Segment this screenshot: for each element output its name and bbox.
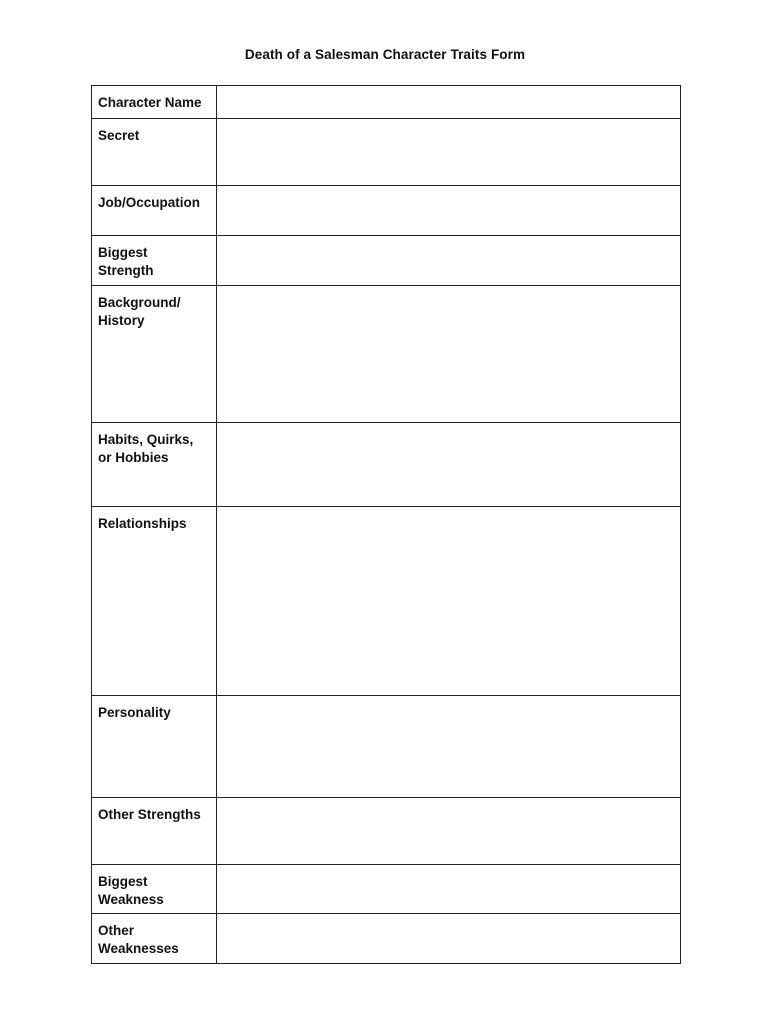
- row-label-text: Relationships: [98, 516, 187, 531]
- row-label-other-weaknesses: [92, 914, 217, 964]
- row-label-background-history: [92, 286, 217, 423]
- row-label-text: Job/Occupation: [98, 195, 201, 210]
- habits-quirks-hobbies-field[interactable]: [217, 423, 681, 507]
- job-occupation-field[interactable]: [217, 186, 681, 236]
- table-row: [92, 423, 681, 507]
- table-row: [92, 236, 681, 286]
- row-label-text: Biggest Weakness: [98, 874, 164, 907]
- biggest-weakness-field[interactable]: [217, 865, 681, 914]
- row-label-text: Biggest Strength: [98, 245, 154, 278]
- secret-field[interactable]: [217, 119, 681, 186]
- background-history-field[interactable]: [217, 286, 681, 423]
- character-traits-table: [91, 85, 681, 964]
- table-row: [92, 119, 681, 186]
- other-weaknesses-field[interactable]: [217, 914, 681, 964]
- table-row: [92, 798, 681, 865]
- table-row: [92, 696, 681, 798]
- row-label-character-name: [92, 86, 217, 119]
- relationships-field[interactable]: [217, 507, 681, 696]
- row-label-biggest-strength: [92, 236, 217, 286]
- row-label-text: Other Weaknesses: [98, 923, 179, 956]
- row-label-text: Background/ History: [98, 295, 181, 328]
- row-label-text: Personality: [98, 705, 171, 720]
- table-row: [92, 286, 681, 423]
- document-title: Death of a Salesman Character Traits Form: [244, 47, 526, 62]
- row-label-other-strengths: [92, 798, 217, 865]
- other-strengths-field[interactable]: [217, 798, 681, 865]
- row-label-text: Habits, Quirks, or Hobbies: [98, 432, 194, 465]
- table-row: [92, 865, 681, 914]
- biggest-strength-field[interactable]: [217, 236, 681, 286]
- row-label-habits-quirks-hobbies: [92, 423, 217, 507]
- table-row: [92, 914, 681, 964]
- row-label-personality: [92, 696, 217, 798]
- row-label-job-occupation: [92, 186, 217, 236]
- row-label-text: Other Strengths: [98, 807, 201, 822]
- row-label-secret: [92, 119, 217, 186]
- row-label-biggest-weakness: [92, 865, 217, 914]
- personality-field[interactable]: [217, 696, 681, 798]
- row-label-text: Secret: [98, 128, 140, 143]
- table-row: [92, 507, 681, 696]
- table-row: [92, 86, 681, 119]
- row-label-text: Character Name: [98, 95, 202, 110]
- row-label-relationships: [92, 507, 217, 696]
- table-row: [92, 186, 681, 236]
- character-name-field[interactable]: [217, 86, 681, 119]
